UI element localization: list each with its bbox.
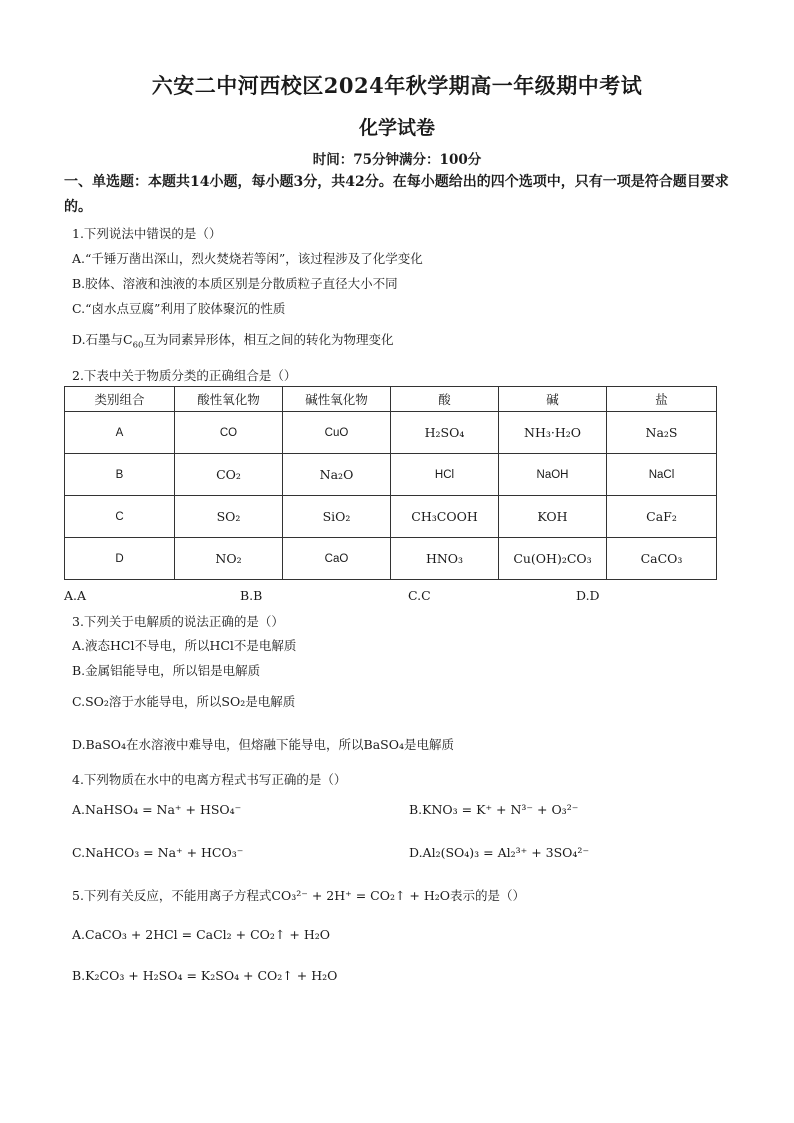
q4-option-a: A.NaHSO₄ = Na⁺ + HSO₄⁻ (72, 802, 242, 817)
q1-stem: 1.下列说法中错误的是（） (72, 226, 222, 241)
time-score-info: 时间：75分钟满分：100分 (312, 152, 482, 168)
table-cell: SO₂ (175, 496, 283, 538)
section-heading: 一、单选题：本题共14小题，每小题3分，共42分。在每小题给出的四个选项中，只有一项是符合题目要求的。 (64, 174, 729, 215)
table-cell: KOH (499, 496, 607, 538)
table-cell: H₂SO₄ (391, 412, 499, 454)
table-cell: C (65, 496, 175, 538)
table-header: 酸性氧化物 (175, 387, 283, 412)
table-cell: CaF₂ (607, 496, 717, 538)
table-header: 盐 (607, 387, 717, 412)
table-row (65, 496, 717, 538)
q4-option-d: D.Al₂(SO₄)₃ = Al₂³⁺ + 3SO₄²⁻ (409, 845, 590, 860)
table-cell: NaCl (607, 454, 717, 496)
table-row (65, 538, 717, 580)
table-cell: Na₂O (283, 454, 391, 496)
table-header-row (65, 387, 717, 412)
exam-title: 六安二中河西校区2024年秋学期高一年级期中考试 (151, 73, 643, 98)
table-cell: Cu(OH)₂CO₃ (499, 538, 607, 580)
q2-stem: 2.下表中关于物质分类的正确组合是（） (72, 368, 297, 383)
q3-option-b: B.金属铝能导电，所以铝是电解质 (72, 663, 261, 678)
table-cell: A (65, 412, 175, 454)
table-cell: SiO₂ (283, 496, 391, 538)
table-header: 类别组合 (65, 387, 175, 412)
q3-option-c: C.SO₂溶于水能导电，所以SO₂是电解质 (72, 694, 296, 709)
table-cell: CH₃COOH (391, 496, 499, 538)
table-cell: NH₃·H₂O (499, 412, 607, 454)
table-row (65, 412, 717, 454)
table-row (65, 454, 717, 496)
subject-title: 化学试卷 (358, 117, 435, 139)
q1-option-d-subscript: 60 (132, 340, 144, 351)
q1-option-d (72, 330, 394, 351)
q4-option-c: C.NaHCO₃ = Na⁺ + HCO₃⁻ (72, 845, 244, 860)
table-cell: B (65, 454, 175, 496)
q5-option-a: A.CaCO₃ + 2HCl = CaCl₂ + CO₂↑ + H₂O (72, 927, 330, 942)
q5-stem: 5.下列有关反应，不能用离子方程式CO₃²⁻ + 2H⁺ = CO₂↑ + H₂O表示的是（） (72, 888, 526, 903)
q2-option-a: A.A (64, 588, 87, 603)
table-cell: NO₂ (175, 538, 283, 580)
q1-option-d-suffix: 互为同素异形体，相互之间的转化为物理变化 (143, 332, 394, 347)
table-cell: CaO (283, 538, 391, 580)
q3-stem: 3.下列关于电解质的说法正确的是（） (72, 614, 284, 629)
classification-table (64, 386, 717, 580)
table-header: 碱 (499, 387, 607, 412)
q2-option-d: D.D (576, 588, 600, 603)
table-cell: CO (175, 412, 283, 454)
table-header: 酸 (391, 387, 499, 412)
table-cell: NaOH (499, 454, 607, 496)
q1-option-c: C.“卤水点豆腐”利用了胶体聚沉的性质 (72, 301, 286, 316)
q5-option-b: B.K₂CO₃ + H₂SO₄ = K₂SO₄ + CO₂↑ + H₂O (72, 968, 338, 983)
q1-option-a: A.“千锤万凿出深山，烈火焚烧若等闲”，该过程涉及了化学变化 (72, 251, 423, 266)
q3-option-a: A.液态HCl不导电，所以HCl不是电解质 (72, 638, 297, 653)
q4-option-b: B.KNO₃ = K⁺ + N³⁻ + O₃²⁻ (409, 802, 579, 817)
q4-stem: 4.下列物质在水中的电离方程式书写正确的是（） (72, 772, 347, 787)
q3-option-d: D.BaSO₄在水溶液中难导电，但熔融下能导电，所以BaSO₄是电解质 (72, 737, 454, 752)
table-cell: CuO (283, 412, 391, 454)
table-cell: CO₂ (175, 454, 283, 496)
q2-option-c: C.C (408, 588, 431, 603)
q1-option-d-prefix: D.石墨与C (72, 332, 133, 347)
table-cell: CaCO₃ (607, 538, 717, 580)
table-cell: Na₂S (607, 412, 717, 454)
table-cell: HNO₃ (391, 538, 499, 580)
table-cell: HCl (391, 454, 499, 496)
table-cell: D (65, 538, 175, 580)
table-header: 碱性氧化物 (283, 387, 391, 412)
q1-option-b: B.胶体、溶液和浊液的本质区别是分散质粒子直径大小不同 (72, 276, 398, 291)
q2-option-b: B.B (240, 588, 263, 603)
